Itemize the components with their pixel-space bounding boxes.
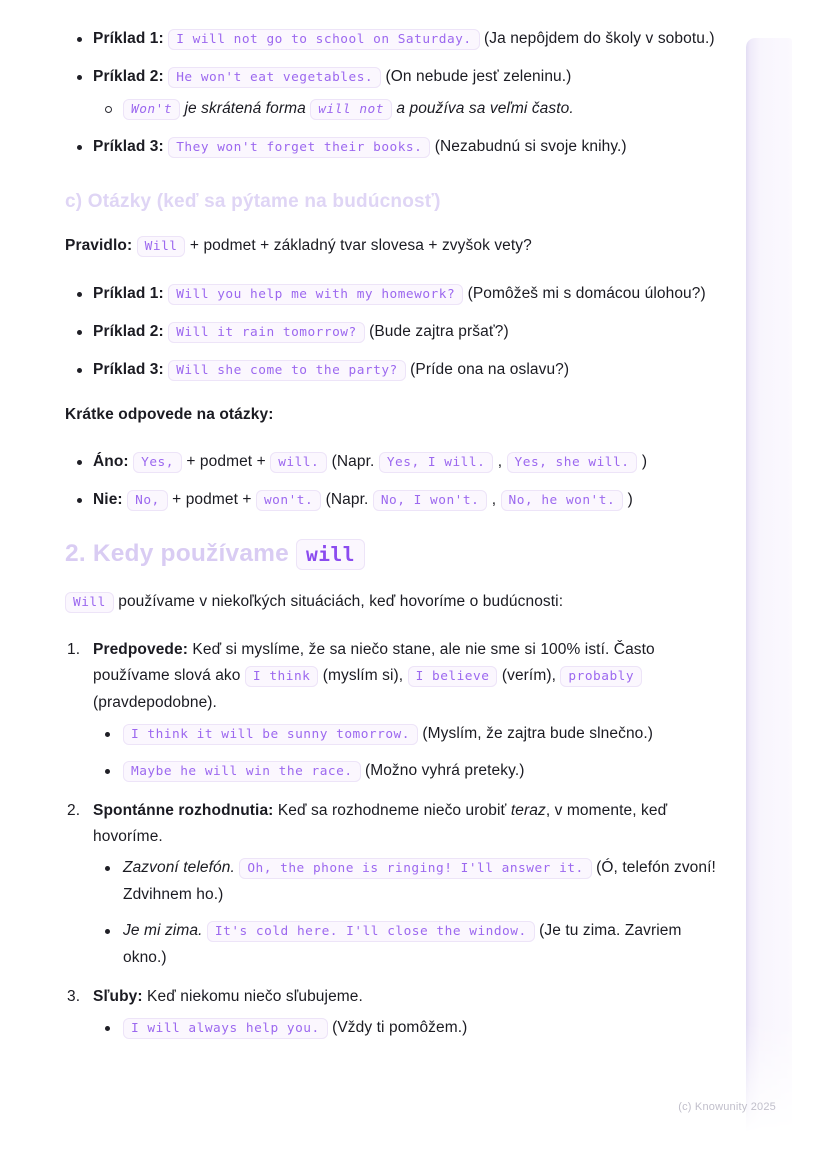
text-segment: (Pomôžeš mi s domácou úlohou?) [463,285,706,302]
text-segment: , v momente, keď hovoríme. [93,802,668,845]
sub-list-item [93,1015,725,1042]
text-segment: (Napr. [321,491,373,508]
text-segment: (myslím si), [318,667,408,684]
text-segment: (pravdepodobne). [93,694,217,711]
code-chip: I think [245,666,318,687]
sub-list-item [93,758,725,785]
text-segment: Príklad 3: [93,138,164,155]
text-segment [132,237,136,254]
text-segment: Sľuby: [93,988,143,1005]
copyright-watermark: (c) Knowunity 2025 [678,1101,776,1113]
text-segment: Príklad 3: [93,361,164,378]
text-segment: (Je tu zima. Zavriem okno.) [123,922,682,966]
bullet-icon [77,498,82,503]
text-segment: Keď sa rozhodneme niečo urobiť [273,802,511,819]
bullet-list [65,281,725,384]
text-segment: teraz [510,802,546,819]
text-segment: ) [637,453,648,470]
bullet-icon [77,145,82,150]
list-number: 2. [67,802,81,819]
text-segment: c) Otázky (keď sa pýtame na budúcnosť) [65,191,441,212]
code-chip: They won't forget their books. [168,137,430,158]
code-chip: Will [137,236,186,257]
text-segment: Je mi zima. [123,922,203,939]
text-segment: (Bude zajtra pršať?) [364,323,509,340]
code-chip: He won't eat vegetables. [168,67,381,88]
text-segment: , [493,453,507,470]
list-item [65,319,725,346]
text-segment: Príklad 1: [93,30,164,47]
circle-bullet-icon [105,106,112,113]
list-number: 3. [67,988,81,1005]
code-chip: Won't [123,99,180,120]
text-segment: , [487,491,501,508]
code-chip: I will not go to school on Saturday. [168,29,479,50]
list-item [65,26,725,53]
list-item [65,281,725,308]
text-segment: Predpovede: [93,641,188,658]
bullet-icon [77,460,82,465]
sub-list [93,721,725,785]
code-chip: Yes, I will. [379,452,493,473]
text-segment: (Nezabudnú si svoje knihy.) [430,138,627,155]
text-segment: + podmet + [167,491,256,508]
numbered-item [65,798,725,971]
bullet-icon [105,732,110,737]
code-chip: No, [127,490,168,511]
code-chip: Will she come to the party? [168,360,406,381]
text-segment: (Myslím, že zajtra bude slnečno.) [417,725,654,742]
code-chip: No, he won't. [501,490,624,511]
bullet-icon [105,866,110,871]
text-segment: (verím), [497,667,561,684]
code-chip: I believe [408,666,498,687]
text-segment: ) [623,491,633,508]
sub-list [93,855,725,971]
code-chip: No, I won't. [373,490,487,511]
text-segment: Spontánne rozhodnutia: [93,802,274,819]
text-segment: Zazvoní telefón. [123,859,235,876]
sub-list-item [93,721,725,748]
sub-list-item [93,855,725,908]
bullet-icon [77,368,82,373]
code-chip: Yes, [133,452,182,473]
code-chip: Will [65,592,114,613]
list-item [65,487,725,514]
sub-list [93,96,725,123]
list-item [65,134,725,161]
document-content [65,26,725,1055]
bullet-icon [105,769,110,774]
code-chip: Maybe he will win the race. [123,761,361,782]
bullet-icon [77,37,82,42]
code-chip: I will always help you. [123,1018,328,1039]
text-segment: (Možno vyhrá preteky.) [360,762,525,779]
text-segment: je skrátená forma [180,100,311,117]
paragraph [65,589,725,616]
text-segment: Keď niekomu niečo sľubujeme. [142,988,363,1005]
text-segment: (Ja nepôjdem do školy v sobotu.) [479,30,715,47]
code-chip: I think it will be sunny tomorrow. [123,724,418,745]
text-segment: (Napr. [327,453,379,470]
text-segment: (Príde ona na oslavu?) [405,361,570,378]
page-edge-panel [746,38,792,1133]
list-item [65,64,725,123]
paragraph [65,233,725,260]
text-segment: používame v niekoľkých situáciách, keď hovoríme o budúcnosti: [113,593,564,610]
text-segment: (On nebude jesť zeleninu.) [381,68,572,85]
code-chip: It's cold here. I'll close the window. [207,921,535,942]
code-chip: won't. [256,490,321,511]
text-segment: a používa sa veľmi často. [391,100,574,117]
code-chip: probably [560,666,642,687]
code-chip: Oh, the phone is ringing! I'll answer it. [239,858,591,879]
bullet-icon [77,292,82,297]
text-segment: (Ó, telefón zvoní! Zdvihnem ho.) [123,859,716,903]
text-segment: Keď si myslíme, že sa niečo stane, ale nie sme si 100% istí. Často používame slová ako [93,641,655,684]
code-chip: Yes, she will. [507,452,638,473]
text-segment: + podmet + [181,453,271,470]
text-segment: 2. Kedy používame [65,540,296,567]
code-chip: will. [270,452,327,473]
text-segment: Pravidlo: [65,237,133,254]
bullet-icon [105,1026,110,1031]
code-chip: Will it rain tomorrow? [168,322,365,343]
bullet-icon [105,929,110,934]
code-chip: will not [310,99,392,120]
list-number: 1. [67,641,81,658]
list-item [65,449,725,476]
numbered-list [65,637,725,1042]
bullet-list [65,26,725,161]
code-chip: will [296,539,365,570]
numbered-item [65,984,725,1042]
text-segment: Áno: [93,453,129,470]
section-title [65,538,725,571]
bullet-icon [77,75,82,80]
sub-list [93,1015,725,1042]
text-segment: + podmet + základný tvar slovesa + zvyšok vety? [185,237,532,254]
bullet-icon [77,330,82,335]
sub-list-item [93,918,725,971]
text-segment: Nie: [93,491,123,508]
code-chip: Will you help me with my homework? [168,284,463,305]
sub-list-item [93,96,725,123]
text-segment: Príklad 1: [93,285,164,302]
text-segment: Príklad 2: [93,68,164,85]
subsection-heading [65,189,725,215]
bullet-list [65,449,725,514]
list-item [65,357,725,384]
numbered-item [65,637,725,785]
text-segment: Príklad 2: [93,323,164,340]
paragraph [65,402,725,428]
text-segment: (Vždy ti pomôžem.) [327,1019,468,1036]
text-segment: Krátke odpovede na otázky: [65,406,274,423]
